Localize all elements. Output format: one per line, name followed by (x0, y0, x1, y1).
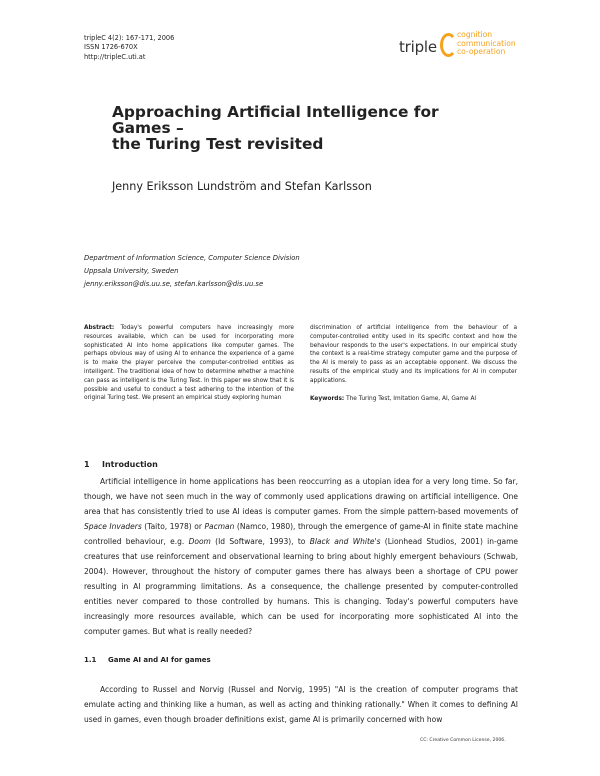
logo-word: triple (399, 38, 437, 56)
intro-text-b: (Taito, 1978) or (141, 522, 205, 531)
intro-italic-pacman: Pacman (204, 522, 235, 531)
intro-text-c: (Namco, 1980), through the emergence of game-AI in finite state machine controlled behaviour, e.g. (84, 522, 518, 546)
intro-text-a: Artificial intelligence in home applications has been reoccurring as a utopian idea for a very long time. So far, though, we have not seen much in the way of commonly used applications drawing on artificial intelligence. One area that has consistently tried to use AI ideas is computer games. From the simple pattern-based movements of (84, 477, 518, 516)
journal-url[interactable]: http://tripleC.uti.at (84, 52, 146, 61)
section-title: Introduction (102, 460, 158, 469)
journal-issn: ISSN 1726-670X (84, 43, 138, 52)
abstract-left-column (84, 324, 294, 403)
affiliation-department: Department of Information Science, Computer Science Division (84, 254, 300, 262)
logo-c-mark-icon (440, 33, 457, 57)
keywords-label: Keywords: (310, 395, 345, 402)
affiliation-emails[interactable]: jenny.eriksson@dis.uu.se, stefan.karlsson@dis.uu.se (84, 280, 264, 288)
journal-info (84, 34, 174, 62)
license-footer: CC: Creative Common License, 2006. (420, 738, 506, 743)
paper-title-line2: the Turing Test revisited (112, 135, 324, 153)
game-ai-text: According to Russel and Norvig (Russel and Norvig, 1995) "AI is the creation of computer programs that emulate acting and thinking like a human, as well as acting and thinking rationally." When it comes to defining AI used in games, even though broader definitions exist, game AI is primarily concerned with how (84, 685, 518, 724)
introduction-paragraph (84, 474, 518, 639)
intro-text-d: (Id Software, 1993), to (210, 537, 310, 546)
subsection-title: Game AI and AI for games (108, 656, 211, 664)
intro-italic-doom: Doom (188, 537, 211, 546)
abstract-label: Abstract: (84, 325, 115, 331)
logo-line-communication: communication (457, 38, 516, 48)
abstract-right-column (310, 324, 517, 403)
triplec-logo (399, 31, 539, 65)
affiliation-university: Uppsala University, Sweden (84, 267, 179, 275)
abstract-text-right: discrimination of artificial intelligence from the behaviour of a computer-controlled entity used in its specific context and how the behaviour responds to the user's expectations. In our empirical study the context is a real-time strategy computer game and the purpose of the AI is merely to pass as an acceptable opponent. We discuss the results of the empirical study and its implications for AI in computer applications. (310, 325, 517, 384)
paper-authors: Jenny Eriksson Lundström and Stefan Karlsson (112, 180, 372, 193)
subsection-number: 1.1 (84, 656, 97, 664)
subsection-heading-game-ai (84, 656, 211, 664)
logo-tagline (457, 31, 516, 57)
game-ai-paragraph (84, 682, 518, 727)
logo-line-cooperation: co-operation (457, 47, 506, 57)
affiliation (84, 252, 300, 291)
paper-title (112, 104, 452, 152)
abstract-text-left: Today's powerful computers have increasingly more resources available, which can be used for incorporating more sophisticated AI into home applications like computer games. The perhaps obvious way of using AI to enhance the experience of a game is to make the player perceive the computer-controlled entities as intelligent. The traditional idea of how to determine whether a machine can pass as intelligent is the Turing Test. In this paper we show that it is possible and useful to conduct a test adhering to the intention of the original Turing test. We present an empirical study exploring human (84, 325, 294, 402)
intro-italic-black-white: Black and White's (309, 537, 381, 546)
keywords-text: The Turing Test, Imitation Game, AI, Game AI (346, 395, 477, 402)
intro-text-e: (Lionhead Studios, 2001) in-game creatures that use reinforcement and observational learning to bring about highly emergent behaviours (Schwab, 2004). However, throughout the history of computer games there has always been a shortage of CPU power resulting in AI programming limitations. As a consequence, the challenge presented by computer-controlled entities never compared to those controlled by humans. This is changing. Today's powerful computers have increasingly more resources available, which can be used for incorporating more sophisticated AI into the computer games. But what is really needed? (84, 537, 519, 636)
paper-title-line1: Approaching Artificial Intelligence for Games – (112, 103, 439, 137)
keywords (310, 395, 517, 404)
section-heading-introduction (84, 460, 158, 469)
intro-italic-space-invaders: Space Invaders (84, 522, 142, 531)
journal-citation: tripleC 4(2): 167-171, 2006 (84, 34, 175, 42)
section-number: 1 (84, 460, 90, 469)
logo-line-cognition: cognition (457, 30, 493, 39)
